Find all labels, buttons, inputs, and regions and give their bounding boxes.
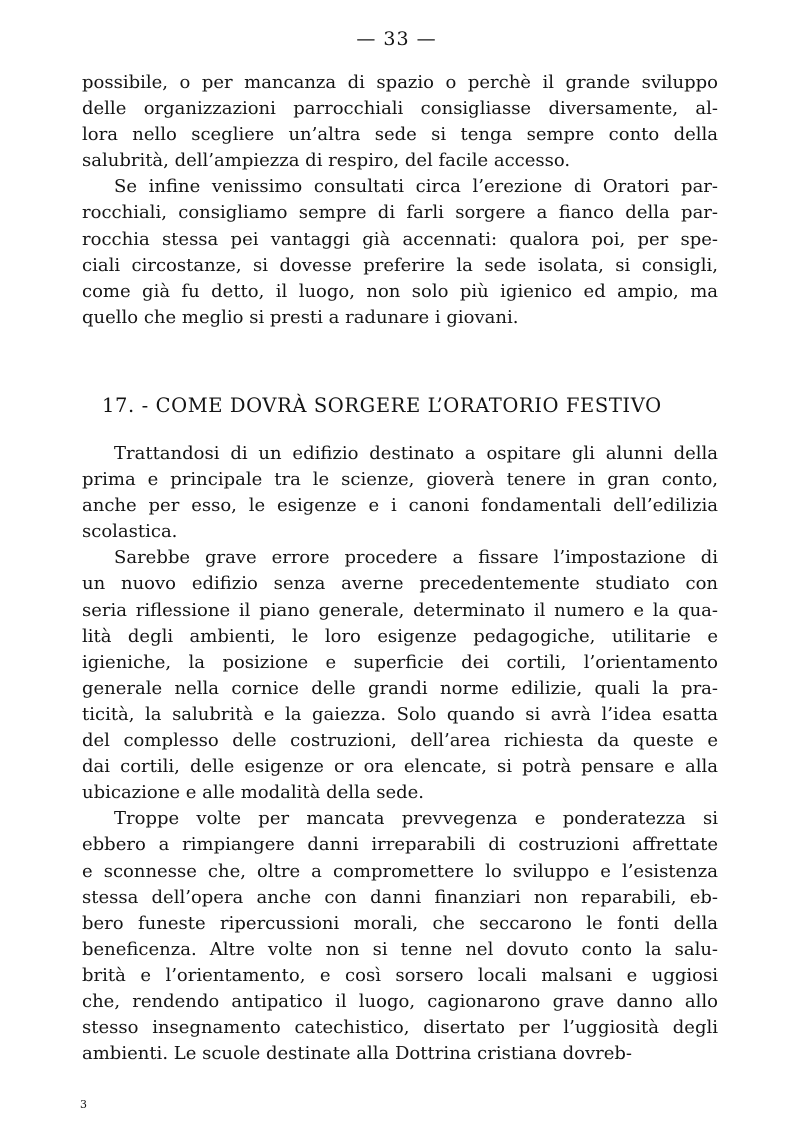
text-line: Troppe volte per mancata prevvegenza e ponderatezza si — [114, 808, 718, 830]
text-line: stessa dell’opera anche con danni finanziari non reparabili, eb- — [82, 886, 718, 908]
paragraph — [82, 174, 718, 331]
text-line: come già fu detto, il luogo, non solo più igienico ed ampio, ma — [82, 280, 718, 302]
text-line: rocchiali, consigliamo sempre di farli sorgere a fianco della par- — [82, 202, 718, 224]
text-line: Trattandosi di un edifizio destinato a ospitare gli alunni della — [114, 443, 718, 464]
signature-mark: 3 — [80, 1098, 87, 1111]
text-line: prima e principale tra le scienze, gioverà tenere in gran conto, — [82, 469, 718, 491]
text-line: dai cortili, delle esigenze or ora elencate, si potrà pensare e alla — [82, 756, 718, 778]
text-line: del complesso delle costruzioni, dell’area richiesta da queste e — [82, 730, 718, 752]
text-line: un nuovo edifizio senza averne precedentemente studiato con — [82, 573, 718, 595]
text-line: possibile, o per mancanza di spazio o perchè il grande sviluppo — [82, 72, 718, 93]
text-line: ambienti. Le scuole destinate alla Dottrina cristiana dovreb- — [82, 1043, 632, 1065]
paragraph — [82, 806, 718, 1067]
text-block-bottom — [82, 441, 718, 1067]
text-line: bero funeste ripercussioni morali, che seccarono le fonti della — [82, 912, 718, 934]
text-line: seria riflessione il piano generale, determinato il numero e la qua- — [82, 599, 718, 621]
text-line: e sconnesse che, oltre a compromettere lo sviluppo e l’esistenza — [82, 860, 718, 882]
text-line: stesso insegnamento catechistico, disertato per l’uggiosità degli — [82, 1017, 718, 1039]
text-block-top — [82, 70, 718, 331]
text-line: delle organizzazioni parrocchiali consigliasse diversamente, al- — [82, 98, 718, 120]
text-line: salubrità, dell’ampiezza di respiro, del facile accesso. — [82, 150, 571, 172]
page-number: — 33 — — [356, 28, 437, 50]
text-line: quello che meglio si presti a radunare i giovani. — [82, 306, 519, 328]
text-line: beneficenza. Altre volte non si tenne nel dovuto conto la salu- — [82, 938, 718, 960]
text-line: lità degli ambienti, le loro esigenze pedagogiche, utilitarie e — [82, 625, 718, 647]
text-line: Se infine venissimo consultati circa l’erezione di Oratori par- — [114, 176, 718, 198]
section-heading: 17. - COME DOVRÀ SORGERE L’ORATORIO FESTIVO — [102, 394, 662, 417]
text-line: ciali circostanze, si dovesse preferire la sede isolata, si consigli, — [82, 254, 718, 276]
text-line: che, rendendo antipatico il luogo, cagionarono grave danno allo — [82, 990, 718, 1012]
text-line: ebbero a rimpiangere danni irreparabili di costruzioni affrettate — [82, 834, 718, 856]
text-line: ubicazione e alle modalità della sede. — [82, 782, 425, 804]
text-line: generale nella cornice delle grandi norme edilizie, quali la pra- — [82, 677, 718, 699]
text-line: igieniche, la posizione e superficie dei cortili, l’orientamento — [82, 651, 718, 673]
paragraph — [82, 545, 718, 806]
text-line: scolastica. — [82, 521, 178, 543]
text-line: Sarebbe grave errore procedere a fissare l’impostazione di — [114, 547, 718, 569]
text-line: rocchia stessa pei vantaggi già accennati: qualora poi, per spe- — [82, 228, 718, 250]
paragraph — [82, 70, 718, 174]
text-line: lora nello scegliere un’altra sede si tenga sempre conto della — [82, 124, 718, 146]
text-line: anche per esso, le esigenze e i canoni fondamentali dell’edilizia — [82, 495, 718, 517]
paragraph — [82, 441, 718, 545]
text-line: ticità, la salubrità e la gaiezza. Solo quando si avrà l’idea esatta — [82, 703, 718, 725]
text-line: brità e l’orientamento, e così sorsero locali malsani e uggiosi — [82, 964, 718, 986]
